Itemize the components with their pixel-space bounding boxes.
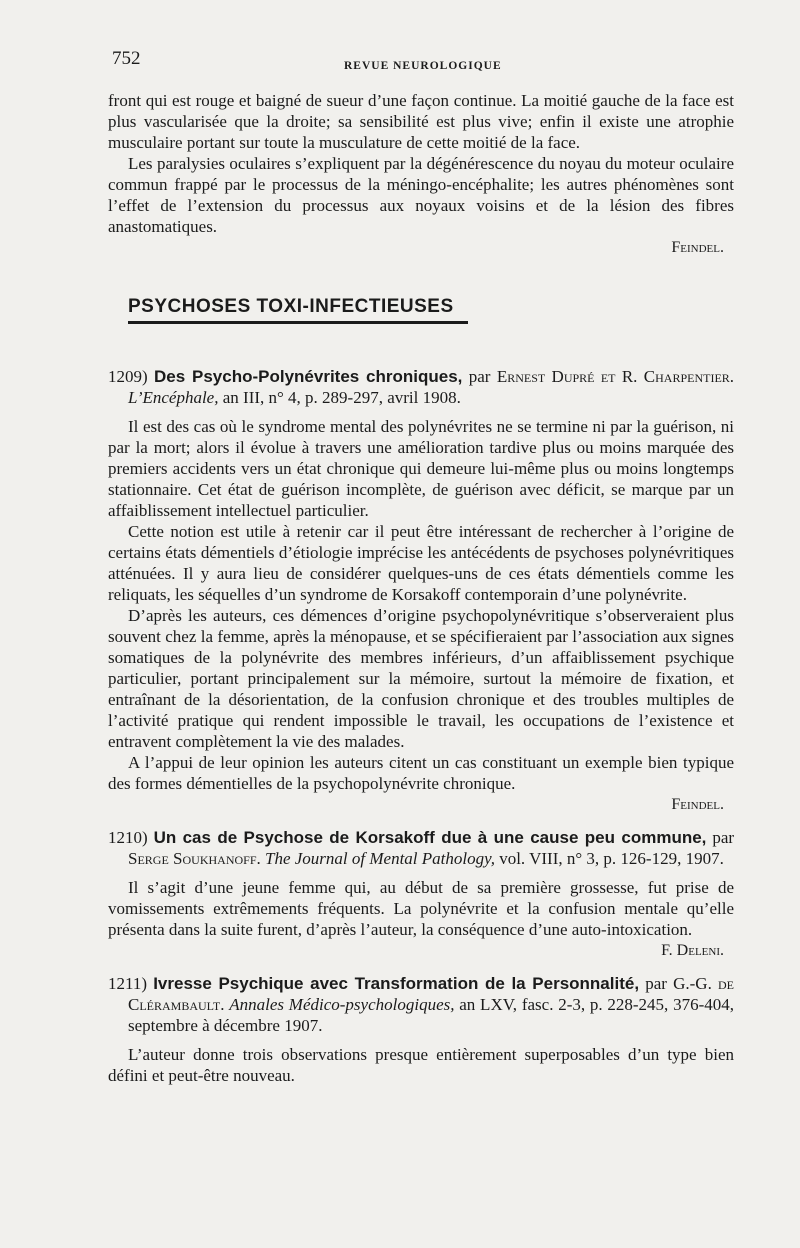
entry-paragraph: A l’appui de leur opinion les auteurs citent un cas constituant un exemple bien typique des formes démentielles de la psychopolynévrite chronique. [108, 753, 734, 793]
entry-paragraph: D’après les auteurs, ces démences d’origine psychopolynévritique s’observeraient plus souvent chez la femme, après la ménopause, et se spécifieraient par l’association aux signes somatiques de la polynévrite des membres inférieurs, d’un affaiblissement psychique particulier, portant principalement sur la mémoire, surtout la mémoire de fixation, et entraînant de la désorientation, de la confusion chronique et des troubles multiples de l’activité pratique qui rendent impossible le travail, les occupations de l’existence et entravent complètement la vie des malades. [108, 606, 734, 751]
running-title: REVUE NEUROLOGIQUE [344, 60, 502, 72]
page-header [112, 48, 732, 78]
entry-details: an III, n° 4, p. 289-297, avril 1908. [222, 388, 461, 407]
entry-title: Ivresse Psychique avec Transformation de la Personnalité, [153, 974, 640, 993]
entry-heading [108, 973, 734, 1036]
entry-paragraph: Il s’agit d’une jeune femme qui, au début de sa première grossesse, fut prise de vomissements extrêmements fréquents. La polynévrite et la confusion mentale qu’elle présenta dans la suite furent, d’après l’auteur, la conséquence d’une auto-intoxication. [108, 878, 734, 939]
authors-prefix: par [645, 974, 667, 993]
entry-title: Des Psycho-Polynévrites chroniques, [154, 367, 463, 386]
authors-prefix: par [712, 828, 735, 847]
entry-paragraph: L’auteur donne trois observations presque entièrement superposables d’un type bien défini et peut-être nouveau. [108, 1045, 734, 1085]
authors-prefix: par [468, 367, 491, 386]
entry-number: 1211) [108, 974, 148, 993]
entry-details: an LXV, fasc. 2-3, p. 228-245, 376-404, septembre à décembre 1907. [128, 995, 734, 1035]
entry-journal: The Journal of Mental Pathology, [265, 849, 495, 868]
body-text [108, 90, 734, 1086]
page-number: 752 [112, 48, 141, 69]
entry-journal: L’Encéphale, [128, 388, 219, 407]
intro-paragraph-2: Les paralysies oculaires s’expliquent par la dégénérescence du noyau du moteur oculaire commun frappé par le processus de la méningo-encéphalite; les autres phénomènes sont l’effet de l’extension du processus aux noyaux voisins et de la lésion des fibres anastomatiques. [108, 154, 734, 236]
intro-signature: Feindel. [671, 239, 724, 256]
entry-details: vol. VIII, n° 3, p. 126-129, 1907. [499, 849, 724, 868]
entry-heading [108, 827, 734, 869]
entry-title: Un cas de Psychose de Korsakoff due à une cause peu commune, [153, 828, 707, 847]
section-title: PSYCHOSES TOXI-INFECTIEUSES [128, 296, 468, 324]
entry-authors: G.-G. de Clérambault. [128, 974, 734, 1014]
intro-paragraph-1: front qui est rouge et baigné de sueur d’une façon continue. La moitié gauche de la face est plus vascularisée que la droite; sa sensibilité est plus vive; enfin il existe une atrophie musculaire portant sur toute la musculature de cette moitié de la face. [108, 91, 734, 152]
entry-journal: Annales Médico-psychologiques, [229, 995, 455, 1014]
entry-authors: Ernest Dupré et R. Charpentier. [496, 367, 735, 386]
abstract-entry-1211 [108, 973, 734, 1086]
entry-signature: F. Deleni. [661, 942, 724, 959]
entry-authors: Serge Soukhanoff. [128, 849, 261, 868]
entry-number: 1209) [108, 367, 148, 386]
entry-number: 1210) [108, 828, 148, 847]
entry-signature: Feindel. [671, 796, 724, 813]
entry-paragraph: Il est des cas où le syndrome mental des polynévrites ne se termine ni par la guérison, ni par la mort; alors il évolue à travers une amélioration tardive plus ou moins marquée des premiers accidents vers un état chronique qui demeure lui-même plus ou moins longtemps stationnaire. Cet état de guérison incomplète, de guérison avec déficit, se marque par un affaiblissement intellectuel particulier. [108, 417, 734, 520]
abstract-entry-1209 [108, 366, 734, 815]
entry-heading [108, 366, 734, 408]
entry-paragraph: Cette notion est utile à retenir car il peut être intéressant de rechercher à l’origine de certains états démentiels d’étiologie imprécise les antécédents de psychoses polynévritiques atténuées. Il y aura lieu de considérer quelques-uns de ces états démentiels comme les reliquats, les séquelles d’un syndrome de Korsakoff contemporain d’une polynévrite. [108, 522, 734, 604]
abstract-entry-1210 [108, 827, 734, 961]
